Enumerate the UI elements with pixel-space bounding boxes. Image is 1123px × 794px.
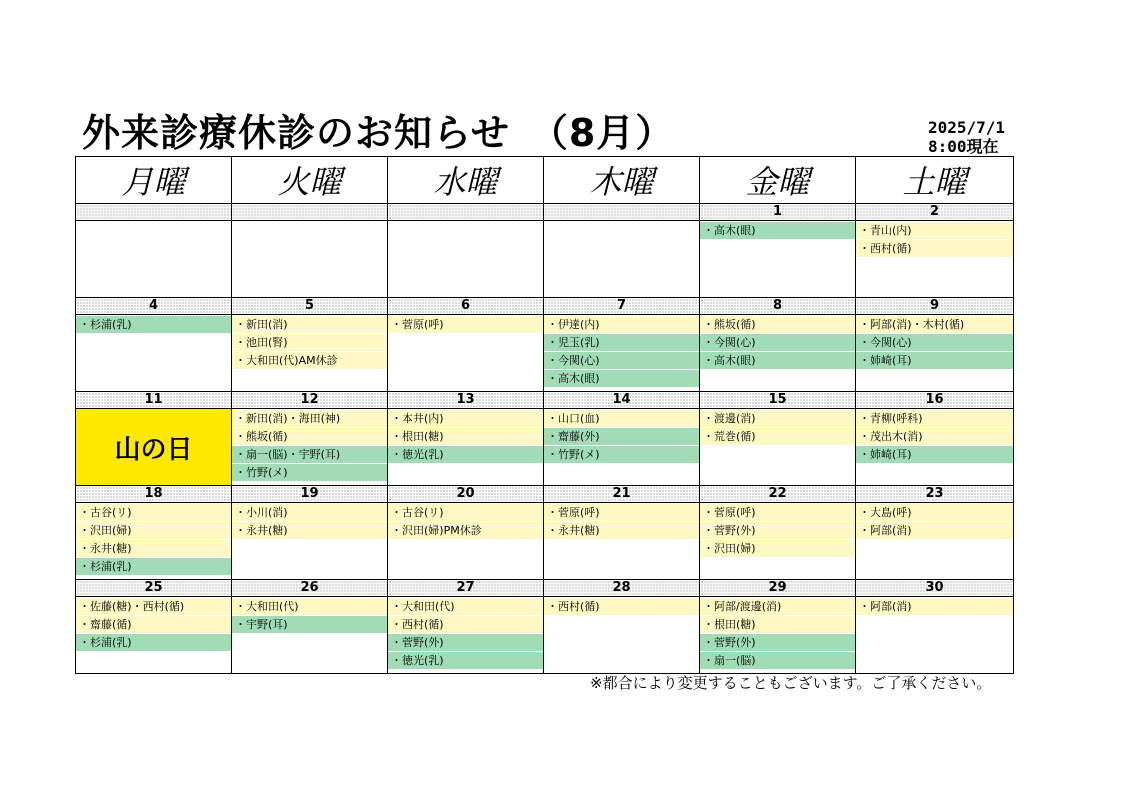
- date-number: 29: [700, 580, 856, 597]
- weekday-header: 木曜: [544, 157, 700, 204]
- closure-entry: ・佐藤(糖)・西村(循): [76, 598, 231, 615]
- closure-entry: ・池田(腎): [232, 334, 387, 351]
- day-cell: [700, 503, 856, 580]
- closure-entry: ・扇一(脳): [700, 652, 855, 669]
- day-cell: [544, 315, 700, 392]
- page-title: 外来診療休診のお知らせ （8月）: [82, 111, 675, 155]
- closure-entry: ・渡邊(消): [700, 410, 855, 427]
- closure-entry: ・児玉(乳): [544, 334, 699, 351]
- closure-entry: ・沢田(婦): [700, 540, 855, 557]
- entries-row: [76, 597, 1014, 674]
- date-row: [76, 204, 1014, 221]
- date-row: [76, 392, 1014, 409]
- closure-entry: ・阿部(消): [856, 522, 1013, 539]
- closure-entry: ・杉浦(乳): [76, 558, 231, 575]
- date-number: 19: [232, 486, 388, 503]
- closure-entry: ・永井(糖): [76, 540, 231, 557]
- day-cell: [856, 409, 1014, 486]
- entries-row: [76, 221, 1014, 298]
- date-number: 30: [856, 580, 1014, 597]
- closure-entry: ・本井(内): [388, 410, 543, 427]
- closure-entry: ・沢田(婦)PM休診: [388, 522, 543, 539]
- entries-row: [76, 503, 1014, 580]
- closure-entry: ・大島(呼): [856, 504, 1013, 521]
- day-cell: [700, 315, 856, 392]
- date-number: 7: [544, 298, 700, 315]
- day-cell: [700, 221, 856, 298]
- date-number: 15: [700, 392, 856, 409]
- day-cell: [544, 221, 700, 298]
- date-number: 5: [232, 298, 388, 315]
- date-number: 27: [388, 580, 544, 597]
- day-cell: [76, 315, 232, 392]
- closure-entry: ・今関(心): [544, 352, 699, 369]
- date-number: 25: [76, 580, 232, 597]
- weekday-header: 水曜: [388, 157, 544, 204]
- updated-stamp: [928, 118, 1005, 156]
- date-number: 1: [700, 204, 856, 221]
- date-number: 21: [544, 486, 700, 503]
- closure-entry: ・根田(糖): [388, 428, 543, 445]
- day-cell: [856, 597, 1014, 674]
- day-cell: [856, 503, 1014, 580]
- day-cell: [700, 597, 856, 674]
- day-cell: [544, 409, 700, 486]
- day-cell: [76, 221, 232, 298]
- day-cell: [856, 221, 1014, 298]
- closure-entry: ・高木(眼): [700, 222, 855, 239]
- closure-entry: ・菅原(呼): [700, 504, 855, 521]
- day-cell: [76, 597, 232, 674]
- closure-entry: ・西村(循): [856, 240, 1013, 257]
- footnote: ※都合により変更することもございます。ご了承ください。: [590, 674, 992, 692]
- closure-entry: ・阿部/渡邊(消): [700, 598, 855, 615]
- closure-entry: ・大和田(代)AM休診: [232, 352, 387, 369]
- day-cell: [544, 597, 700, 674]
- day-cell: [388, 503, 544, 580]
- closure-entry: ・杉浦(乳): [76, 316, 231, 333]
- closure-entry: ・荒巻(循): [700, 428, 855, 445]
- closure-entry: ・青山(内): [856, 222, 1013, 239]
- closure-entry: ・今関(心): [700, 334, 855, 351]
- date-number: 8: [700, 298, 856, 315]
- day-cell: [232, 409, 388, 486]
- entries-row: [76, 409, 1014, 486]
- closure-entry: ・古谷(リ): [76, 504, 231, 521]
- closure-entry: ・大和田(代): [232, 598, 387, 615]
- closure-entry: ・熊坂(循): [700, 316, 855, 333]
- day-cell: [76, 503, 232, 580]
- day-cell: [700, 409, 856, 486]
- date-number: [388, 204, 544, 221]
- closure-entry: ・永井(糖): [544, 522, 699, 539]
- day-cell: [388, 597, 544, 674]
- closure-entry: ・新田(消): [232, 316, 387, 333]
- date-number: 4: [76, 298, 232, 315]
- closure-entry: ・竹野(メ): [544, 446, 699, 463]
- date-number: 6: [388, 298, 544, 315]
- date-number: [232, 204, 388, 221]
- date-number: 11: [76, 392, 232, 409]
- closure-entry: ・扇一(脳)・宇野(耳): [232, 446, 387, 463]
- closure-entry: ・菅原(呼): [544, 504, 699, 521]
- date-number: [544, 204, 700, 221]
- closure-entry: ・菅野(外): [700, 522, 855, 539]
- day-cell: [388, 315, 544, 392]
- date-row: [76, 298, 1014, 315]
- weekday-header: 火曜: [232, 157, 388, 204]
- closure-entry: ・阿部(消)・木村(循): [856, 316, 1013, 333]
- day-cell: [232, 597, 388, 674]
- closure-entry: ・伊達(内): [544, 316, 699, 333]
- closure-entry: ・沢田(婦): [76, 522, 231, 539]
- closure-entry: ・徳光(乳): [388, 446, 543, 463]
- weekday-header: 土曜: [856, 157, 1014, 204]
- day-cell: [544, 503, 700, 580]
- calendar-table: [75, 156, 1014, 674]
- date-row: [76, 580, 1014, 597]
- date-number: 18: [76, 486, 232, 503]
- closure-entry: ・大和田(代): [388, 598, 543, 615]
- closure-entry: ・茂出木(消): [856, 428, 1013, 445]
- closure-entry: ・西村(循): [544, 598, 699, 615]
- date-number: 16: [856, 392, 1014, 409]
- day-cell: [232, 221, 388, 298]
- closure-entry: ・山口(血): [544, 410, 699, 427]
- date-number: 9: [856, 298, 1014, 315]
- date-number: 14: [544, 392, 700, 409]
- closure-entry: ・今関(心): [856, 334, 1013, 351]
- closure-entry: ・古谷(リ): [388, 504, 543, 521]
- day-cell: [856, 315, 1014, 392]
- closure-entry: ・齋藤(外): [544, 428, 699, 445]
- closure-entry: ・竹野(メ): [232, 464, 387, 481]
- updated-time: 8:00現在: [928, 137, 999, 156]
- closure-entry: ・齋藤(循): [76, 616, 231, 633]
- calendar-body: [76, 204, 1014, 674]
- date-number: 2: [856, 204, 1014, 221]
- updated-date: 2025/7/1: [928, 118, 1006, 137]
- closure-entry: ・姉崎(耳): [856, 446, 1013, 463]
- closure-entry: ・新田(消)・海田(神): [232, 410, 387, 427]
- closure-entry: ・姉崎(耳): [856, 352, 1013, 369]
- closure-entry: ・宇野(耳): [232, 616, 387, 633]
- day-cell: [388, 409, 544, 486]
- date-number: 22: [700, 486, 856, 503]
- day-cell: [388, 221, 544, 298]
- weekday-header-row: [76, 157, 1014, 204]
- closure-entry: ・根田(糖): [700, 616, 855, 633]
- closure-entry: ・杉浦(乳): [76, 634, 231, 651]
- closure-entry: ・小川(消): [232, 504, 387, 521]
- closure-entry: ・菅野(外): [388, 634, 543, 651]
- date-number: 28: [544, 580, 700, 597]
- closure-entry: ・高木(眼): [700, 352, 855, 369]
- day-cell: [232, 503, 388, 580]
- date-number: 26: [232, 580, 388, 597]
- closure-entry: ・菅原(呼): [388, 316, 543, 333]
- weekday-header: 金曜: [700, 157, 856, 204]
- closure-entry: ・永井(糖): [232, 522, 387, 539]
- date-number: 13: [388, 392, 544, 409]
- closure-entry: ・青柳(呼科): [856, 410, 1013, 427]
- entries-row: [76, 315, 1014, 392]
- date-number: 20: [388, 486, 544, 503]
- weekday-header: 月曜: [76, 157, 232, 204]
- date-number: [76, 204, 232, 221]
- date-row: [76, 486, 1014, 503]
- closure-entry: ・西村(循): [388, 616, 543, 633]
- closure-entry: ・菅野(外): [700, 634, 855, 651]
- closure-entry: ・徳光(乳): [388, 652, 543, 669]
- holiday-cell: 山の日: [76, 409, 232, 486]
- closure-entry: ・熊坂(循): [232, 428, 387, 445]
- closure-entry: ・高木(眼): [544, 370, 699, 387]
- closure-entry: ・阿部(消): [856, 598, 1013, 615]
- day-cell: [232, 315, 388, 392]
- date-number: 12: [232, 392, 388, 409]
- date-number: 23: [856, 486, 1014, 503]
